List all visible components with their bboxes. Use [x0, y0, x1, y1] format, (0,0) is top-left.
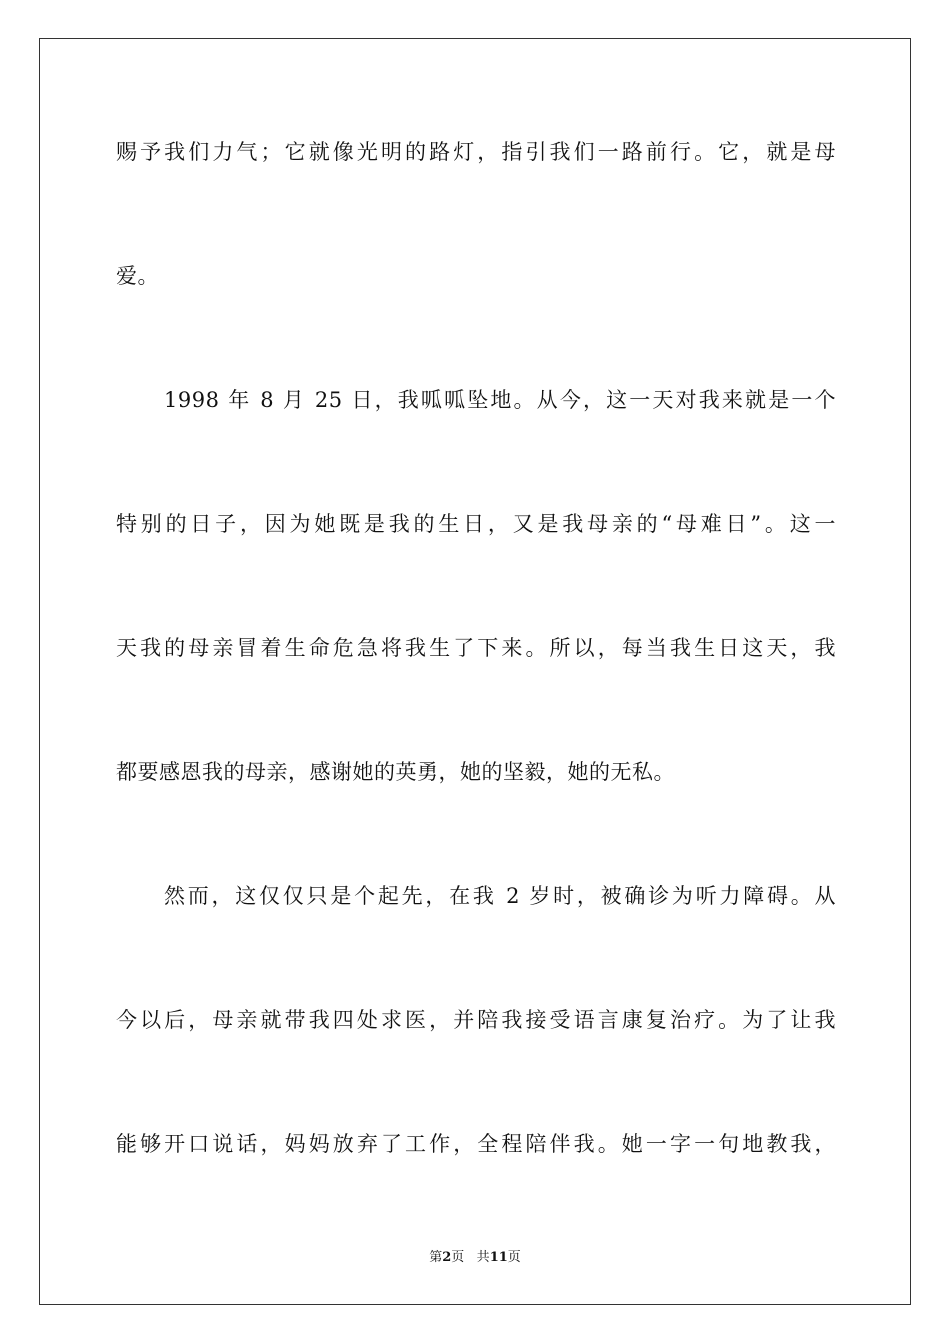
footer-total-suffix: 页 — [507, 1250, 521, 1265]
body-text-line: 赐予我们力气；它就像光明的路灯，指引我们一路前行。它，就是母 — [116, 140, 836, 164]
body-text-line: 特别的日子，因为她既是我的生日，又是我母亲的“母难日”。这一 — [116, 512, 836, 536]
paragraph-first-line: 然而，这仅仅只是个起先，在我 2 岁时，被确诊为听力障碍。从 — [164, 884, 836, 908]
body-text-line: 天我的母亲冒着生命危急将我生了下来。所以，每当我生日这天，我 — [116, 636, 836, 660]
body-text-line: 能够开口说话，妈妈放弃了工作，全程陪伴我。她一字一句地教我， — [116, 1132, 836, 1156]
footer-total-prefix: 共 — [476, 1250, 490, 1265]
page-footer — [0, 1246, 950, 1265]
paragraph-first-line: 1998 年 8 月 25 日，我呱呱坠地。从今，这一天对我来就是一个 — [164, 388, 836, 412]
page-border — [39, 38, 911, 1305]
footer-page-prefix: 第 — [429, 1250, 443, 1265]
body-text-line: 今以后，母亲就带我四处求医，并陪我接受语言康复治疗。为了让我 — [116, 1008, 836, 1032]
body-text-line: 爱。 — [116, 264, 159, 288]
footer-total-pages: 11 — [489, 1250, 508, 1265]
body-text-line: 都要感恩我的母亲，感谢她的英勇，她的坚毅，她的无私。 — [116, 760, 675, 784]
footer-page-number: 2 — [442, 1250, 452, 1265]
footer-page-suffix: 页 — [451, 1250, 465, 1265]
